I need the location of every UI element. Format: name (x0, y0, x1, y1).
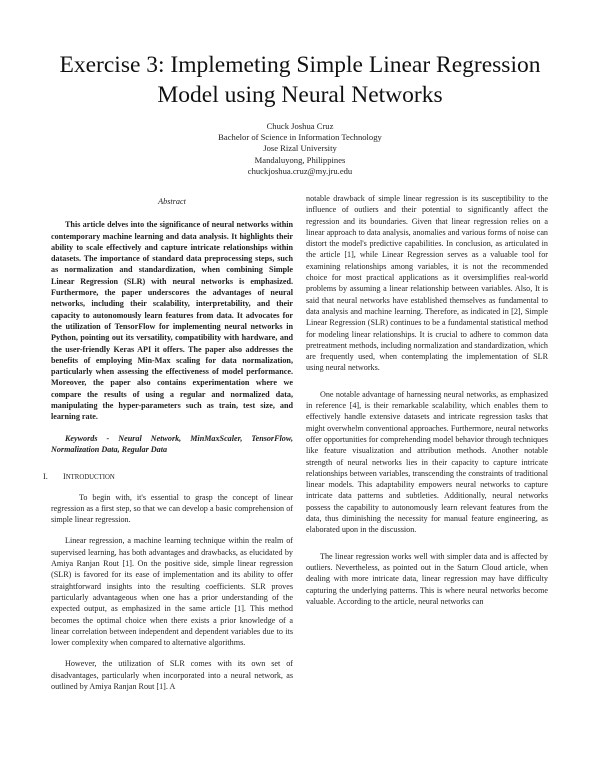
abstract-text: This article delves into the significance of neural networks within contemporary machine learning and data analysis. It highlights their ability to scale effectively and capture intricate relationships within datasets. The importance of standard data preprocessing steps, such as normalization and standardization, when combining Simple Linear Regression (SLR) with neural networks is emphasized. Furthermore, the paper underscores the advantages of neural networks, including their scalability, interpretability, and their capacity to autonomously learn features from data. It advocates for the utilization of TensorFlow for implementing neural networks in Python, pointing out its versatility, compatibility with hardware, and the user-friendly Keras API it offers. The paper also addresses the benefits of employing Min-Max scaling for data normalization, particularly when assessing the effectiveness of model performance. Moreover, the paper also contains experimentation where we compare the results of using a regular and normalized data, manipulating the hyper-parameters such as train, test size, and learning rate. (51, 220, 293, 422)
keywords: Keywords - Neural Network, MinMaxScaler, TensorFlow, Normalization Data, Regular Data (51, 433, 293, 454)
author-university: Jose Rizal University (263, 143, 337, 154)
author-email: chuckjoshua.cruz@my.jru.edu (247, 165, 353, 176)
author-block (100, 121, 500, 177)
title-line-2: Model using Neural Networks (157, 82, 443, 108)
section-title-rest: NTRODUCTION (65, 474, 115, 482)
right-paragraph-3: The linear regression works well with simpler data and is affected by outliers. Nevertheless, as pointed out in the Saturn Cloud article, when dealing with more intricate data, linear regression may have difficulty capturing the underlying patterns. This is where neural networks become valuable. According to the article, neural networks can (306, 551, 548, 606)
section-title-first-letter: I (63, 472, 66, 482)
right-paragraph-1: notable drawback of simple linear regression is its susceptibility to the influence of outliers and their potential to significantly affect the regression and its boundaries. Given that linear regression relies on a linear approach to data analysis, anomalies and various forms of noise can distort the model's predictive capabilities. In conclusion, as articulated in the article [1], while Linear Regression serves as a valuable tool for examining relationships among variables, it is not the recommended choice for most practical applications as it oversimplifies real-world problems by assuming a linear relationship between variables. Also, It is said that neural networks have established themselves as fundamental to data analysis and machine learning. Therefore, as indicated in [2], Simple Linear Regression (SLR) continues to be a fundamental statistical method for modeling linear relationships. It is crucial to adhere to common data pretreatment methods, including normalization and standardization, which are frequently used, when contemplating the implementation of SLR using neural networks. (306, 194, 548, 373)
right-paragraph-2: One notable advantage of harnessing neural networks, as emphasized in reference [4], is their remarkable scalability, which enables them to effectively handle extensive datasets and intricate regression tasks that might overwhelm conventional approaches. Furthermore, neural networks offer opportunities for comprehending model behavior through techniques like feature visualization and attribution methods. Another notable strength of neural networks lies in their capacity to capture intricate relationships between variables, transcending the constraints of traditional linear models. This adaptability empowers neural networks to capture intricate data patterns and subtleties. Additionally, neural networks possess the capability to autonomously learn relevant features from the data, thus diminishing the necessity for manual feature engineering, as elaborated upon in the discussion. (306, 389, 548, 535)
abstract-heading: Abstract (158, 197, 186, 206)
intro-paragraph-1: To begin with, it's essential to grasp the concept of linear regression as a first step, so that we can develop a basic comprehension of simple linear regression. (51, 492, 293, 525)
author-name: Chuck Joshua Cruz (266, 121, 334, 131)
author-location: Mandaluyong, Philippines (254, 154, 346, 165)
right-column (306, 193, 548, 607)
intro-paragraph-3: However, the utilization of SLR comes with its own set of disadvantages, particularly when incorporated into a neural network, as outlined by Amiya Ranjan Rout [1]. A (51, 659, 293, 691)
left-column (43, 196, 293, 692)
paper-title (30, 50, 570, 110)
section-number: I. (43, 472, 48, 482)
title-line-1: Exercise 3: Implemeting Simple Linear Regression (59, 52, 541, 78)
intro-paragraph-2: Linear regression, a machine learning technique within the realm of supervised learning, has both advantages and drawbacks, as elucidated by Amiya Ranjan Rout [1]. On the positive side, simple linear regression (SLR) is favored for its ease of implementation and its ability to offer straightforward insights into the resulting coefficients. SLR proves particularly advantageous when one has a prior understanding of the expected output, as emphasized in the same article [1]. This method becomes the optimal choice when there exists a prior knowledge of a linear correlation between independent and dependent variables due to its lower complexity when compared to alternative algorithms. (51, 536, 293, 648)
section-heading-introduction (43, 471, 293, 483)
author-degree: Bachelor of Science in Information Technology (218, 132, 382, 143)
